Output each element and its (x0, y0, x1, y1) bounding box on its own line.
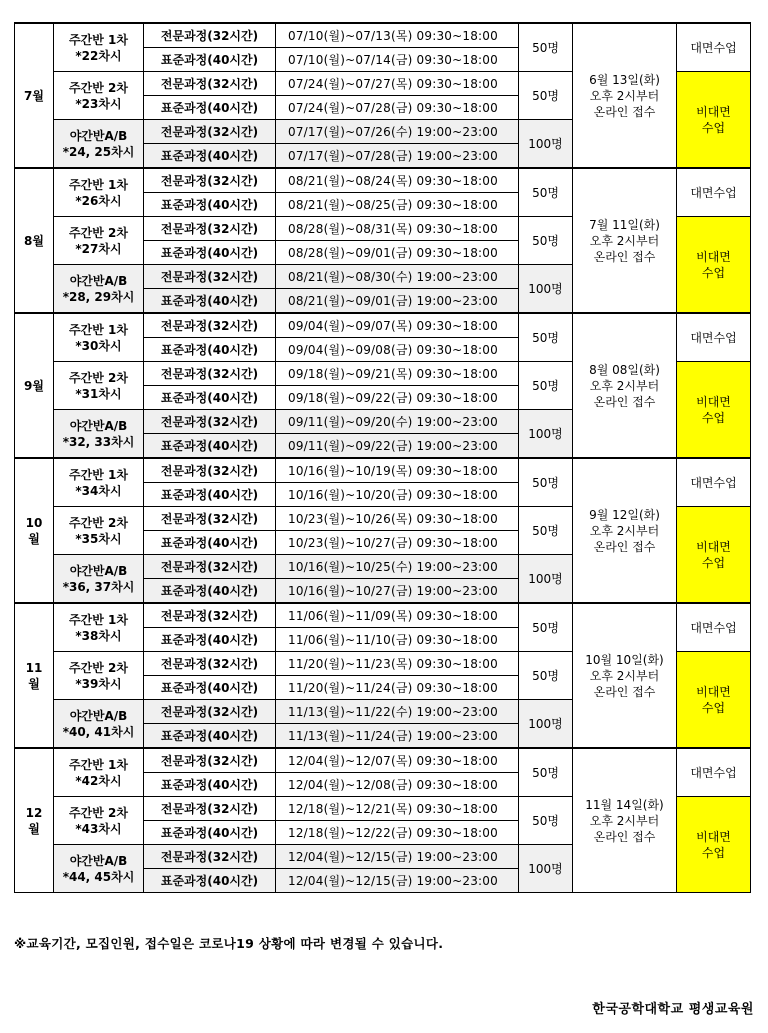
mode-offline: 대면수업 (677, 23, 751, 72)
mode-offline: 대면수업 (677, 748, 751, 797)
course-dates: 08/21(월)~08/25(금) 09:30~18:00 (276, 193, 519, 217)
registration-line: 오후 2시부터 (589, 88, 660, 103)
course-dates: 10/23(월)~10/26(목) 09:30~18:00 (276, 507, 519, 531)
mode-online (677, 362, 751, 459)
course-dates: 12/18(월)~12/22(금) 09:30~18:00 (276, 821, 519, 845)
schedule-row (15, 458, 751, 483)
course-dates: 07/10(월)~07/14(금) 09:30~18:00 (276, 48, 519, 72)
course-dates: 07/24(월)~07/28(금) 09:30~18:00 (276, 96, 519, 120)
course-dates: 08/28(월)~08/31(목) 09:30~18:00 (276, 217, 519, 241)
course-name: 전문과정(32시간) (144, 797, 276, 821)
course-name: 전문과정(32시간) (144, 603, 276, 628)
course-name: 표준과정(40시간) (144, 869, 276, 893)
course-name: 표준과정(40시간) (144, 821, 276, 845)
registration-info (573, 23, 677, 168)
group-label (54, 507, 144, 555)
mode-online-line: 비대면 (696, 684, 731, 699)
course-dates: 10/16(월)~10/27(금) 19:00~23:00 (276, 579, 519, 604)
capacity: 100명 (519, 410, 573, 459)
mode-online-line: 수업 (701, 120, 726, 135)
group-batch: *36, 37차시 (62, 579, 135, 594)
month-label: 7월 (15, 23, 54, 168)
course-name: 표준과정(40시간) (144, 338, 276, 362)
schedule-row (15, 313, 751, 338)
registration-line: 오후 2시부터 (589, 813, 660, 828)
course-dates: 12/04(월)~12/15(금) 19:00~23:00 (276, 845, 519, 869)
group-name: 주간반 2차 (69, 805, 128, 820)
mode-online-line: 수업 (701, 410, 726, 425)
group-batch: *28, 29차시 (62, 289, 135, 304)
group-name: 주간반 2차 (69, 370, 128, 385)
course-name: 전문과정(32시간) (144, 120, 276, 144)
group-label (54, 362, 144, 410)
course-name: 전문과정(32시간) (144, 72, 276, 96)
course-dates: 11/13(월)~11/24(금) 19:00~23:00 (276, 724, 519, 749)
course-name: 전문과정(32시간) (144, 362, 276, 386)
mode-online-line: 수업 (701, 265, 726, 280)
course-name: 전문과정(32시간) (144, 748, 276, 773)
mode-offline: 대면수업 (677, 168, 751, 217)
group-label (54, 23, 144, 72)
group-batch: *40, 41차시 (62, 724, 135, 739)
group-label (54, 168, 144, 217)
group-name: 주간반 1차 (69, 177, 128, 192)
mode-online (677, 72, 751, 169)
capacity: 100명 (519, 120, 573, 169)
registration-line: 온라인 접수 (593, 684, 656, 699)
group-name: 주간반 1차 (69, 467, 128, 482)
group-name: 주간반 1차 (69, 322, 128, 337)
course-dates: 09/04(월)~09/08(금) 09:30~18:00 (276, 338, 519, 362)
group-label (54, 845, 144, 893)
group-label (54, 555, 144, 604)
course-name: 표준과정(40시간) (144, 724, 276, 749)
course-name: 표준과정(40시간) (144, 48, 276, 72)
group-batch: *22차시 (75, 48, 122, 63)
course-dates: 10/16(월)~10/20(금) 09:30~18:00 (276, 483, 519, 507)
course-name: 표준과정(40시간) (144, 144, 276, 169)
mode-online (677, 797, 751, 893)
capacity: 50명 (519, 168, 573, 217)
course-dates: 09/18(월)~09/22(금) 09:30~18:00 (276, 386, 519, 410)
course-name: 표준과정(40시간) (144, 434, 276, 459)
group-name: 주간반 1차 (69, 612, 128, 627)
mode-online-line: 수업 (701, 845, 726, 860)
course-dates: 12/04(월)~12/07(목) 09:30~18:00 (276, 748, 519, 773)
group-label (54, 313, 144, 362)
mode-online (677, 507, 751, 604)
schedule-table (14, 22, 751, 893)
schedule-row (15, 748, 751, 773)
mode-offline: 대면수업 (677, 603, 751, 652)
group-name: 야간반A/B (69, 273, 128, 288)
course-dates: 12/18(월)~12/21(목) 09:30~18:00 (276, 797, 519, 821)
mode-online-line: 수업 (701, 555, 726, 570)
course-name: 전문과정(32시간) (144, 217, 276, 241)
course-name: 전문과정(32시간) (144, 313, 276, 338)
course-name: 전문과정(32시간) (144, 845, 276, 869)
group-name: 주간반 2차 (69, 80, 128, 95)
course-dates: 12/04(월)~12/08(금) 09:30~18:00 (276, 773, 519, 797)
course-dates: 09/11(월)~09/20(수) 19:00~23:00 (276, 410, 519, 434)
course-dates: 07/17(월)~07/26(수) 19:00~23:00 (276, 120, 519, 144)
month-label: 8월 (15, 168, 54, 313)
course-name: 표준과정(40시간) (144, 193, 276, 217)
mode-online-line: 비대면 (696, 539, 731, 554)
mode-offline: 대면수업 (677, 313, 751, 362)
course-dates: 08/21(월)~08/24(목) 09:30~18:00 (276, 168, 519, 193)
group-label (54, 458, 144, 507)
registration-line: 온라인 접수 (593, 249, 656, 264)
group-batch: *43차시 (75, 821, 122, 836)
group-name: 주간반 1차 (69, 757, 128, 772)
course-dates: 11/13(월)~11/22(수) 19:00~23:00 (276, 700, 519, 724)
course-name: 전문과정(32시간) (144, 265, 276, 289)
capacity: 50명 (519, 217, 573, 265)
registration-line: 온라인 접수 (593, 829, 656, 844)
group-label (54, 120, 144, 169)
registration-line: 오후 2시부터 (589, 523, 660, 538)
group-batch: *38차시 (75, 628, 122, 643)
group-batch: *42차시 (75, 773, 122, 788)
month-label: 11 월 (15, 603, 54, 748)
course-dates: 08/21(월)~09/01(금) 19:00~23:00 (276, 289, 519, 314)
capacity: 100명 (519, 265, 573, 314)
course-dates: 08/21(월)~08/30(수) 19:00~23:00 (276, 265, 519, 289)
group-name: 야간반A/B (69, 418, 128, 433)
registration-info (573, 168, 677, 313)
month-label: 9월 (15, 313, 54, 458)
group-batch: *27차시 (75, 241, 122, 256)
capacity: 50명 (519, 362, 573, 410)
group-label (54, 748, 144, 797)
group-name: 야간반A/B (69, 563, 128, 578)
mode-online (677, 217, 751, 314)
footer-note: ※교육기간, 모집인원, 접수일은 코로나19 상황에 따라 변경될 수 있습니다. (14, 936, 444, 951)
capacity: 100명 (519, 700, 573, 749)
course-name: 표준과정(40시간) (144, 96, 276, 120)
registration-line: 온라인 접수 (593, 104, 656, 119)
capacity: 50명 (519, 652, 573, 700)
course-name: 표준과정(40시간) (144, 531, 276, 555)
mode-online-line: 비대면 (696, 829, 731, 844)
group-name: 야간반A/B (69, 853, 128, 868)
mode-online-line: 비대면 (696, 394, 731, 409)
capacity: 50명 (519, 507, 573, 555)
course-dates: 07/17(월)~07/28(금) 19:00~23:00 (276, 144, 519, 169)
mode-offline: 대면수업 (677, 458, 751, 507)
course-name: 전문과정(32시간) (144, 458, 276, 483)
group-label (54, 410, 144, 459)
registration-line: 8월 08일(화) (589, 362, 660, 377)
capacity: 50명 (519, 458, 573, 507)
registration-line: 11월 14일(화) (585, 797, 664, 812)
group-name: 주간반 2차 (69, 660, 128, 675)
course-dates: 11/06(월)~11/09(목) 09:30~18:00 (276, 603, 519, 628)
registration-line: 9월 12일(화) (589, 507, 660, 522)
capacity: 50명 (519, 313, 573, 362)
group-batch: *24, 25차시 (62, 144, 135, 159)
schedule-row (15, 603, 751, 628)
registration-info (573, 458, 677, 603)
group-batch: *44, 45차시 (62, 869, 135, 884)
course-name: 전문과정(32시간) (144, 555, 276, 579)
registration-line: 6월 13일(화) (589, 72, 660, 87)
group-name: 야간반A/B (69, 128, 128, 143)
registration-line: 오후 2시부터 (589, 668, 660, 683)
group-batch: *23차시 (75, 96, 122, 111)
registration-line: 온라인 접수 (593, 539, 656, 554)
course-name: 전문과정(32시간) (144, 23, 276, 48)
course-name: 표준과정(40시간) (144, 241, 276, 265)
group-name: 야간반A/B (69, 708, 128, 723)
group-name: 주간반 2차 (69, 515, 128, 530)
group-label (54, 217, 144, 265)
course-name: 표준과정(40시간) (144, 773, 276, 797)
group-batch: *35차시 (75, 531, 122, 546)
capacity: 100명 (519, 845, 573, 893)
course-name: 표준과정(40시간) (144, 676, 276, 700)
group-label (54, 603, 144, 652)
course-dates: 11/06(월)~11/10(금) 09:30~18:00 (276, 628, 519, 652)
capacity: 50명 (519, 748, 573, 797)
registration-line: 오후 2시부터 (589, 378, 660, 393)
group-label (54, 265, 144, 314)
mode-online-line: 비대면 (696, 104, 731, 119)
mode-online-line: 비대면 (696, 249, 731, 264)
course-dates: 10/16(월)~10/19(목) 09:30~18:00 (276, 458, 519, 483)
mode-online (677, 652, 751, 749)
registration-line: 온라인 접수 (593, 394, 656, 409)
course-name: 전문과정(32시간) (144, 507, 276, 531)
group-label (54, 797, 144, 845)
course-dates: 07/10(월)~07/13(목) 09:30~18:00 (276, 23, 519, 48)
group-batch: *32, 33차시 (62, 434, 135, 449)
registration-line: 오후 2시부터 (589, 233, 660, 248)
group-batch: *26차시 (75, 193, 122, 208)
course-dates: 09/04(월)~09/07(목) 09:30~18:00 (276, 313, 519, 338)
month-label: 12 월 (15, 748, 54, 893)
registration-info (573, 748, 677, 893)
course-dates: 11/20(월)~11/24(금) 09:30~18:00 (276, 676, 519, 700)
organization-name: 한국공학대학교 평생교육원 (592, 1002, 754, 1017)
course-dates: 10/23(월)~10/27(금) 09:30~18:00 (276, 531, 519, 555)
registration-line: 10월 10일(화) (585, 652, 664, 667)
schedule-row (15, 168, 751, 193)
course-name: 표준과정(40시간) (144, 579, 276, 604)
registration-line: 7월 11일(화) (589, 217, 660, 232)
course-name: 표준과정(40시간) (144, 386, 276, 410)
course-dates: 12/04(월)~12/15(금) 19:00~23:00 (276, 869, 519, 893)
group-batch: *39차시 (75, 676, 122, 691)
capacity: 50명 (519, 797, 573, 845)
course-dates: 07/24(월)~07/27(목) 09:30~18:00 (276, 72, 519, 96)
group-name: 주간반 2차 (69, 225, 128, 240)
course-name: 전문과정(32시간) (144, 410, 276, 434)
group-label (54, 72, 144, 120)
capacity: 50명 (519, 23, 573, 72)
course-dates: 09/18(월)~09/21(목) 09:30~18:00 (276, 362, 519, 386)
course-dates: 11/20(월)~11/23(목) 09:30~18:00 (276, 652, 519, 676)
group-name: 주간반 1차 (69, 32, 128, 47)
course-name: 표준과정(40시간) (144, 289, 276, 314)
capacity: 50명 (519, 603, 573, 652)
group-label (54, 700, 144, 749)
course-name: 전문과정(32시간) (144, 700, 276, 724)
schedule-row (15, 23, 751, 48)
mode-online-line: 수업 (701, 700, 726, 715)
group-batch: *30차시 (75, 338, 122, 353)
group-batch: *31차시 (75, 386, 122, 401)
course-name: 표준과정(40시간) (144, 628, 276, 652)
course-dates: 09/11(월)~09/22(금) 19:00~23:00 (276, 434, 519, 459)
course-dates: 08/28(월)~09/01(금) 09:30~18:00 (276, 241, 519, 265)
course-name: 전문과정(32시간) (144, 168, 276, 193)
registration-info (573, 313, 677, 458)
month-label: 10 월 (15, 458, 54, 603)
capacity: 100명 (519, 555, 573, 604)
course-dates: 10/16(월)~10/25(수) 19:00~23:00 (276, 555, 519, 579)
group-label (54, 652, 144, 700)
group-batch: *34차시 (75, 483, 122, 498)
registration-info (573, 603, 677, 748)
course-name: 표준과정(40시간) (144, 483, 276, 507)
course-name: 전문과정(32시간) (144, 652, 276, 676)
capacity: 50명 (519, 72, 573, 120)
